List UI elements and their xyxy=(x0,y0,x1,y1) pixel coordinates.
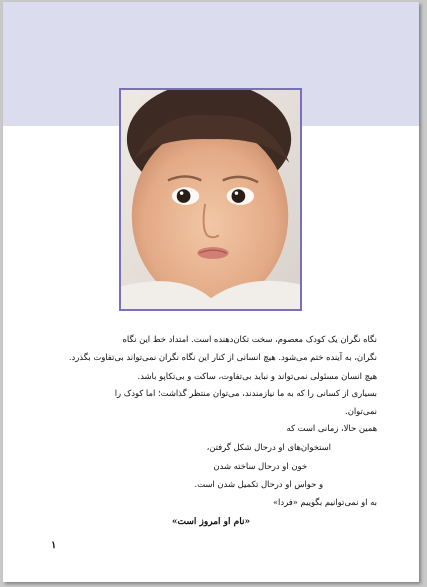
verse-line-2: خون او درحال ساخته شدن xyxy=(213,461,307,471)
closing-line: به او نمی‌توانیم بگوییم «فردا» xyxy=(272,497,377,507)
verse-line-3: و حواس او درحال تکمیل شدن است. xyxy=(194,479,323,489)
paragraph-line-3: هیچ انسان مسئولی نمی‌تواند و نباید بی‌تفاوت، ساکت و بی‌تکاپو باشد. xyxy=(137,371,377,381)
paragraph-line-6: همین حالا، زمانی است که xyxy=(286,423,377,433)
page-number: ۱ xyxy=(51,540,57,551)
document-page xyxy=(3,2,419,582)
highlight-line: «نام او امروز است» xyxy=(171,517,251,527)
paragraph-line-1: نگاه نگران یک کودک معصوم، سخت تکان‌دهنده است. امتداد خط این نگاه xyxy=(122,334,377,344)
paragraph-line-2: نگران، به آینده ختم می‌شود. هیچ انسانی از کنار این نگاه نگران نمی‌تواند بی‌تفاوت بگذرد. xyxy=(68,352,377,362)
paragraph-line-4: بسیاری از کسانی را که به ما نیازمندند، می‌توان منتظر گذاشت؛ اما کودک را xyxy=(114,388,377,398)
baby-face-illustration xyxy=(121,90,300,309)
baby-photo xyxy=(119,88,302,311)
verse-line-1: استخوان‌های او درحال شکل گرفتن، xyxy=(206,442,331,452)
paragraph-line-5: نمی‌توان. xyxy=(345,406,377,416)
